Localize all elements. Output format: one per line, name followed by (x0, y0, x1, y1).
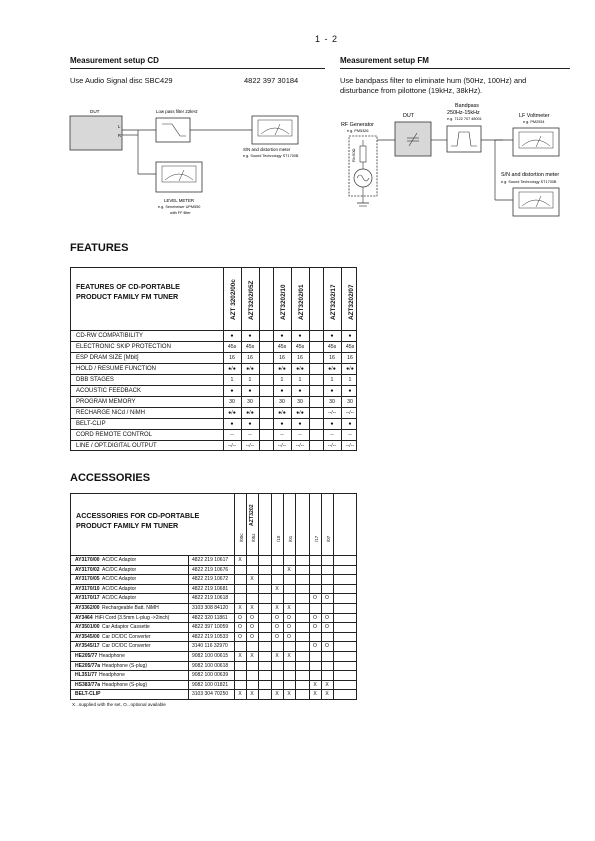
feature-value: 1 (330, 377, 334, 383)
accessory-mark: O (275, 624, 279, 631)
fm-lf-voltmeter-label: LF Voltmeter (519, 113, 550, 119)
accessory-part-number: 4822 219 10681 (192, 585, 229, 592)
features-title-line1: FEATURES OF CD-PORTABLE (76, 282, 180, 291)
feature-label: DBB STAGES (76, 377, 114, 383)
accessory-mark: X (275, 585, 279, 592)
feature-value: 45s (277, 344, 287, 350)
fm-sn-meter-sub: e.g. Sound Technology ST1700B (501, 180, 557, 184)
cd-level-meter-sub1: e.g. Sennheiser UPM550 (158, 205, 201, 209)
feature-label: BELT-CLIP (76, 421, 106, 427)
feature-value: -- (248, 432, 252, 438)
feature-value: --/-- (227, 443, 237, 449)
feature-label: ESP DRAM SIZE [Mbit] (76, 355, 139, 361)
fm-dut-label: DUT (403, 113, 415, 119)
features-model-5: AZT3202/07 (348, 284, 355, 320)
accessories-footnote: X...supplied with the set, O...optional available (72, 702, 166, 707)
accessory-mark: O (313, 595, 317, 602)
feature-value: ● (280, 421, 284, 427)
accessory-code: HE205/77a (75, 662, 101, 669)
accessory-mark: X (313, 691, 317, 698)
accessories-variant-2: /10 (276, 535, 281, 542)
feature-value: ●/● (228, 366, 236, 372)
feature-value: 16 (247, 355, 253, 361)
feature-value: ●/● (246, 410, 254, 416)
accessory-row (71, 689, 356, 700)
feature-value: 30 (279, 399, 285, 405)
accessory-desc: AC/DC Adaptor (102, 576, 137, 583)
accessory-part-number: 4822 219 10533 (192, 633, 229, 640)
fm-lf-voltmeter-sub: e.g. PM2534 (523, 120, 545, 124)
feature-value: --/-- (345, 410, 355, 416)
fm-bandpass-label1: Bandpass (455, 103, 479, 109)
feature-value: 30 (229, 399, 235, 405)
lowpass-filter-box (156, 118, 190, 142)
accessory-desc: Rechargeable Batt. NiMH (102, 605, 159, 611)
feature-value: 1 (298, 377, 302, 383)
feature-value: 16 (229, 355, 235, 361)
feature-value: ● (298, 421, 302, 427)
accessory-mark: X (325, 691, 329, 698)
accessory-mark: X (287, 605, 291, 611)
cd-level-meter-sub2: with FF filter (170, 211, 191, 215)
accessory-mark: O (250, 624, 254, 631)
accessory-mark: O (313, 624, 317, 631)
accessory-mark: X (275, 691, 279, 698)
feature-value: ● (348, 388, 352, 394)
cd-setup-diagram (68, 104, 330, 229)
page-number: 1 - 2 (315, 34, 339, 44)
accessory-desc: Headphone (S-plug) (102, 662, 148, 669)
accessory-mark: X (238, 691, 242, 698)
accessory-mark: X (238, 557, 242, 563)
feature-value: -- (280, 432, 284, 438)
accessory-code: AY3170/02 (75, 566, 100, 573)
feature-value: 45s (345, 344, 355, 350)
accessory-desc: AC/DC Adaptor (102, 566, 137, 573)
accessory-code: AY3464 (75, 614, 93, 621)
accessory-mark: X (238, 605, 242, 611)
accessories-title-line2: PRODUCT FAMILY FM TUNER (76, 521, 179, 530)
fm-ri-label: Ri=50Ω (351, 148, 356, 162)
accessory-mark: X (250, 576, 254, 583)
accessory-mark: O (325, 643, 329, 650)
setup-fm-rule (340, 68, 570, 69)
fm-bandpass-label2: 250Hz-15kHz (447, 110, 480, 116)
setup-fm-text-1: Use bandpass filter to eliminate hum (50Hz, 100Hz) and (340, 76, 527, 85)
accessory-part-number: 4822 219 10672 (192, 576, 229, 583)
accessory-code: BELT-CLIP (75, 691, 101, 698)
cd-sn-meter-sub: e.g. Sound Technology ST1700B (243, 154, 299, 158)
accessory-part-number: 9082 100 00618 (192, 662, 229, 669)
feature-label: ACOUSTIC FEEDBACK (76, 388, 142, 394)
feature-value: 16 (279, 355, 285, 361)
accessory-code: AY3170/10 (75, 585, 100, 592)
features-model-0: AZT 3202/00c (230, 279, 237, 320)
feature-value: --/-- (295, 443, 305, 449)
setup-cd-rule (70, 68, 325, 69)
feature-value: --/-- (327, 410, 337, 416)
feature-value: -- (298, 432, 302, 438)
accessory-mark: O (275, 614, 279, 621)
feature-value: --/-- (277, 443, 287, 449)
feature-value: 1 (230, 377, 234, 383)
feature-value: --/-- (345, 443, 355, 449)
feature-value: ● (248, 388, 252, 394)
accessory-part-number: 4822 397 10059 (192, 624, 229, 631)
accessory-part-number: 4822 320 11861 (192, 614, 228, 621)
feature-value: ● (230, 388, 234, 394)
accessory-desc: Car Adaptor Cassette (102, 624, 150, 631)
accessory-mark: X (287, 566, 291, 573)
features-model-1: AZT3202/05Z (248, 280, 255, 320)
accessory-mark: O (287, 614, 291, 621)
feature-value: 45s (295, 344, 305, 350)
feature-value: 30 (247, 399, 253, 405)
accessory-part-number: 9082 100 01821 (192, 681, 229, 688)
feature-value: ●/● (278, 366, 286, 372)
feature-value: ●/● (278, 410, 286, 416)
feature-value: ● (330, 388, 334, 394)
setup-cd-code: 4822 397 30184 (244, 76, 299, 85)
setup-fm-text-2: disturbance from pilottone (19kHz, 38kHz). (340, 86, 483, 95)
feature-value: --/-- (245, 443, 255, 449)
feature-value: ● (230, 333, 234, 339)
feature-value: ● (280, 388, 284, 394)
feature-value: ● (348, 333, 352, 339)
accessory-mark: O (238, 624, 242, 631)
accessory-desc: AC/DC Adaptor (102, 595, 137, 602)
bandpass-filter-box (447, 126, 481, 152)
accessory-part-number: 3103 308 84120 (192, 605, 229, 611)
accessory-mark: O (238, 614, 242, 621)
cd-sn-meter-label: S/N and distortion meter (243, 147, 291, 152)
feature-value: 16 (347, 355, 353, 361)
features-model-4: AZT3202/17 (330, 284, 337, 320)
accessory-part-number: 3140 116 32970 (192, 643, 228, 650)
cd-port-r: R (118, 133, 122, 138)
fm-setup-diagram (335, 100, 580, 218)
feature-value: ●/● (296, 366, 304, 372)
feature-value: ●/● (246, 366, 254, 372)
feature-value: -- (330, 432, 334, 438)
accessories-table (70, 493, 357, 700)
accessory-desc: HiFi Cord (3.5mm L-plug ->2inch) (95, 614, 170, 621)
fm-sn-meter-label: S/N and distortion meter (501, 172, 560, 178)
accessory-mark: X (238, 653, 242, 659)
accessory-mark: O (275, 633, 279, 640)
accessory-part-number: 9082 100 00639 (192, 672, 229, 679)
feature-value: 16 (297, 355, 303, 361)
feature-value: ● (330, 421, 334, 427)
accessory-part-number: 4822 219 10676 (192, 566, 229, 573)
accessory-code: HS383/77a (75, 681, 101, 688)
accessory-mark: O (250, 614, 254, 621)
fm-bandpass-sub: e.g. 7122 707 48001 (447, 117, 482, 121)
feature-label: CORD REMOTE CONTROL (76, 432, 153, 438)
cd-level-meter-label: LEVEL METER (164, 198, 195, 203)
feature-value: ● (348, 421, 352, 427)
feature-value: ●/● (296, 410, 304, 416)
accessory-mark: X (250, 691, 254, 698)
accessories-table-title (76, 511, 236, 531)
feature-row (71, 440, 356, 452)
feature-value: -- (230, 432, 234, 438)
feature-value: 45s (227, 344, 237, 350)
accessory-code: AY3545/00 (75, 633, 100, 640)
feature-value: 1 (280, 377, 284, 383)
accessory-code: AY3362/00 (75, 605, 100, 611)
accessory-desc: Car DC/DC Converter (102, 633, 151, 640)
accessory-mark: X (275, 653, 279, 659)
feature-value: ●/● (328, 366, 336, 372)
accessory-mark: X (287, 691, 291, 698)
cd-dut-label: DUT (90, 109, 100, 114)
fm-rf-gen-sub: e.g. PM5326 (347, 129, 369, 133)
feature-value: ●/● (228, 410, 236, 416)
accessory-mark: X (250, 653, 254, 659)
accessory-mark: X (313, 681, 317, 688)
accessory-part-number: 4822 219 10618 (192, 595, 229, 602)
feature-value: 16 (329, 355, 335, 361)
accessories-model-header: AZT3202 (249, 504, 255, 526)
accessory-desc: Headphone (99, 653, 125, 659)
accessory-mark: O (238, 633, 242, 640)
accessory-mark: O (250, 633, 254, 640)
features-title-line2: PRODUCT FAMILY FM TUNER (76, 292, 179, 301)
accessories-title-line1: ACCESSORIES FOR CD-PORTABLE (76, 511, 200, 520)
feature-value: ● (248, 421, 252, 427)
accessory-desc: Headphone (S-plug) (102, 681, 148, 688)
features-model-3: AZT3202/01 (298, 284, 305, 320)
accessory-mark: O (287, 624, 291, 631)
accessory-mark: X (275, 605, 279, 611)
feature-label: HOLD / RESUME FUNCTION (76, 366, 157, 372)
accessory-part-number: 4822 219 10617 (192, 557, 229, 563)
features-model-2: AZT3202/10 (280, 284, 287, 320)
setup-cd-text: Use Audio Signal disc SBC429 (70, 76, 173, 85)
features-table (70, 267, 357, 451)
cd-port-l: L (118, 124, 121, 129)
accessory-mark: O (313, 643, 317, 650)
feature-value: ● (280, 333, 284, 339)
feature-label: RECHARGE NiCd / NiMH (76, 410, 146, 416)
accessories-variant-5: /07 (326, 535, 331, 542)
feature-value: 45s (327, 344, 337, 350)
accessory-mark: O (325, 614, 329, 621)
accessory-code: AY3170/05 (75, 576, 100, 583)
accessories-heading: ACCESSORIES (70, 472, 151, 484)
feature-value: ● (230, 421, 234, 427)
feature-value: ●/● (346, 366, 354, 372)
accessory-mark: O (325, 624, 329, 631)
setup-cd-title: Measurement setup CD (70, 56, 159, 65)
accessory-code: AY3545/17 (75, 643, 100, 650)
accessories-variant-0: /00c (239, 533, 244, 542)
accessory-part-number: 9082 100 00615 (192, 653, 229, 659)
accessory-mark: X (250, 605, 254, 611)
accessory-desc: AC/DC Adaptor (102, 557, 137, 563)
accessory-code: HE205/77 (75, 653, 98, 659)
feature-value: ● (330, 333, 334, 339)
feature-label: ELECTRONIC SKIP PROTECTION (76, 344, 171, 350)
accessory-mark: X (287, 653, 291, 659)
accessory-mark: O (287, 633, 291, 640)
fm-rf-gen-label: RF Generator (341, 122, 374, 128)
accessory-mark: O (325, 595, 329, 602)
feature-value: ● (298, 388, 302, 394)
feature-value: 30 (329, 399, 335, 405)
accessories-variant-4: /17 (314, 535, 319, 542)
feature-value: ● (248, 333, 252, 339)
feature-label: LINE / OPT.DIGITAL OUTPUT (76, 443, 157, 449)
accessory-mark: O (313, 614, 317, 621)
setup-fm-title: Measurement setup FM (340, 56, 429, 65)
feature-label: PROGRAM MEMORY (76, 399, 136, 405)
feature-value: --/-- (327, 443, 337, 449)
feature-value: 1 (348, 377, 352, 383)
feature-label: CD-RW COMPATIBILITY (76, 333, 144, 339)
accessory-code: HL351/77 (75, 672, 97, 679)
accessory-code: AY3501/00 (75, 624, 100, 631)
features-heading: FEATURES (70, 242, 129, 254)
feature-value: 30 (347, 399, 353, 405)
feature-value: 45s (245, 344, 255, 350)
accessory-desc: Car DC/DC Converter (102, 643, 151, 650)
accessory-desc: AC/DC Adaptor (102, 585, 137, 592)
level-meter-icon (156, 162, 202, 192)
feature-value: 30 (297, 399, 303, 405)
accessory-desc: Headphone (99, 672, 125, 679)
cd-lowpass-label: Low pass filter 22kHz (156, 109, 198, 114)
features-table-title (76, 282, 226, 302)
accessory-part-number: 3103 304 70250 (192, 691, 229, 698)
accessory-code: AY3170/17 (75, 595, 100, 602)
feature-value: 1 (248, 377, 252, 383)
accessories-variant-3: /01 (288, 535, 293, 542)
feature-value: -- (348, 432, 352, 438)
accessory-mark: X (325, 681, 329, 688)
feature-value: ● (298, 333, 302, 339)
accessories-variant-1: /05z (251, 533, 256, 542)
accessory-code: AY3170/00 (75, 557, 100, 563)
